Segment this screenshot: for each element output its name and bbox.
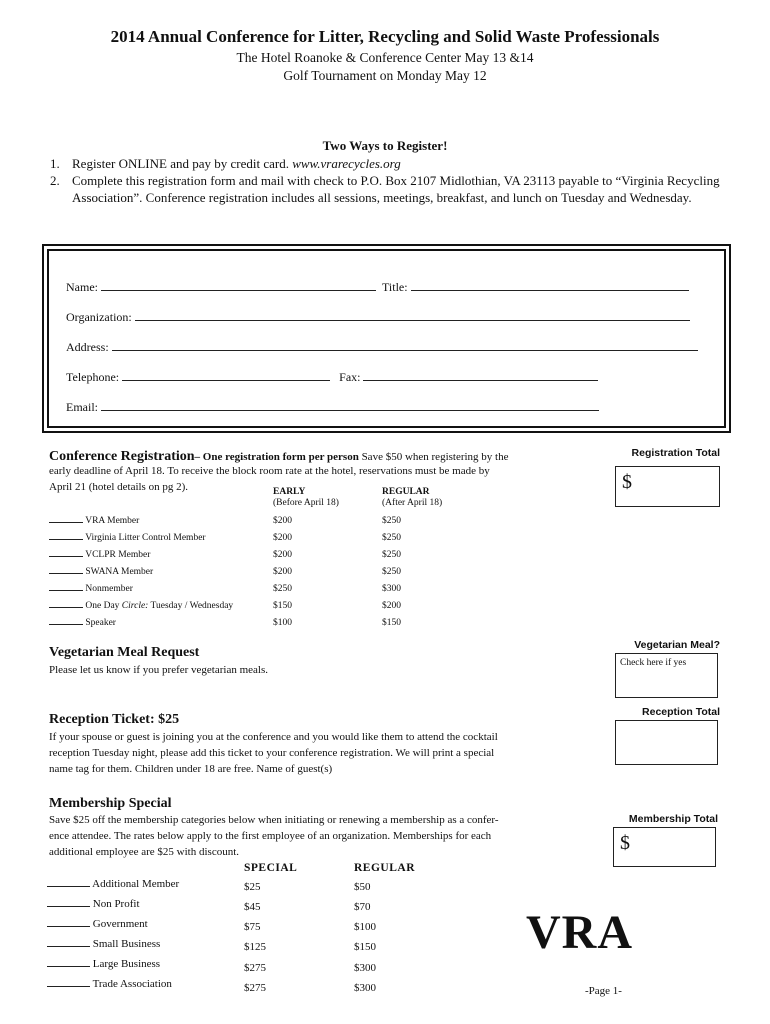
conference-intro-line2: early deadline of April 18. To receive the block room rate at the hotel, reservations must be made by [49,465,490,477]
conference-row-regular: $300 [382,584,401,594]
conference-row [49,516,139,526]
conference-row-blank[interactable] [49,522,83,523]
membership-row-label: Large Business [92,958,161,970]
conference-heading: Conference Registration [49,449,195,464]
fax-label: Fax: [339,370,361,384]
fax-field[interactable] [363,368,598,381]
membership-row-label: Trade Association [92,978,172,990]
page-title: 2014 Annual Conference for Litter, Recycling and Solid Waste Professionals [110,27,660,46]
conference-row-label: VRA Member [85,516,140,526]
vegetarian-text: Please let us know if you prefer vegetarian meals. [49,664,269,676]
telephone-label: Telephone: [66,370,120,384]
address-field[interactable] [112,338,698,351]
conference-row-label: Speaker [85,618,116,628]
page-number: -Page 1- [585,985,622,997]
telephone-field[interactable] [122,368,330,381]
organization-label: Organization: [66,310,132,324]
telephone-row [66,368,598,385]
title-label: Title: [382,280,408,294]
conference-row-blank[interactable] [49,590,83,591]
membership-row-label: Non Profit [92,898,140,910]
reception-text-line1: If your spouse or guest is joining you at the conference and you would like them to attend the cocktail [49,731,498,743]
conference-row-regular: $250 [382,567,401,577]
organization-field[interactable] [135,308,690,321]
membership-row [47,878,179,890]
conference-row-blank[interactable] [49,573,83,574]
conference-row [49,567,153,577]
golf-line: Golf Tournament on Monday May 12 [283,68,487,83]
membership-row-special: $25 [244,881,261,893]
conference-row-label: Nonmember [85,584,133,594]
membership-row-blank[interactable] [47,926,90,927]
registration-total-label: Registration Total [631,447,720,459]
vegetarian-box-text: Check here if yes [620,658,687,668]
reception-text-line3: name tag for them. Children under 18 are free. Name of guest(s) [49,763,333,775]
membership-text-line1: Save $25 off the membership categories below when initiating or renewing a membership as a confer- [49,814,499,826]
special-column-header: SPECIAL [244,862,298,874]
conference-row-early: $200 [273,533,292,543]
conference-row-regular: $250 [382,550,401,560]
regular-column-header: REGULAR [382,487,430,497]
membership-row [47,958,160,970]
membership-row-special: $125 [244,941,266,953]
conference-row [49,601,233,611]
membership-row [47,978,172,990]
membership-row-special: $75 [244,921,261,933]
reception-heading: Reception Ticket: $25 [49,712,180,727]
conference-row-early: $200 [273,550,292,560]
conference-intro-line3: April 21 (hotel details on pg 2). [49,481,189,493]
membership-row-label: Additional Member [92,878,180,890]
membership-row-special: $275 [244,982,266,994]
website-link[interactable]: www.vrarecycles.org [292,156,401,171]
membership-text-line2: ence attendee. The rates below apply to the first employee of an organization. Memberships for each [49,830,492,842]
membership-row-special: $275 [244,962,266,974]
conference-row-label: VCLPR Member [85,550,151,560]
membership-row-blank[interactable] [47,906,90,907]
ways-item1 [72,155,732,172]
venue-line: The Hotel Roanoke & Conference Center May 13 &14 [236,50,534,65]
conference-row-early: $100 [273,618,292,628]
membership-row-blank[interactable] [47,966,90,967]
vegetarian-checkbox[interactable] [615,653,718,698]
conference-row-regular: $150 [382,618,401,628]
conference-row-early: $250 [273,584,292,594]
email-field[interactable] [101,398,599,411]
conference-row-regular: $250 [382,516,401,526]
vegetarian-box-label: Vegetarian Meal? [634,639,720,651]
conference-row-label: Virginia Litter Control Member [85,533,206,543]
vra-logo: VRA [526,906,633,959]
organization-row [66,308,690,325]
membership-row-regular: $100 [354,921,376,933]
registration-total-box[interactable] [615,466,720,507]
conference-row-early: $200 [273,567,292,577]
conference-row-early: $150 [273,601,292,611]
membership-regular-column-header: REGULAR [354,862,416,874]
membership-row-blank[interactable] [47,946,90,947]
membership-row-label: Small Business [92,938,161,950]
ways-item1-number: 1. [50,156,60,171]
conference-row-label: One Day [85,601,122,611]
ways-item1-text: Register ONLINE and pay by credit card. [72,156,293,171]
conference-row [49,533,206,543]
membership-total-label: Membership Total [628,813,718,825]
address-label: Address: [66,340,109,354]
name-field[interactable] [101,278,376,291]
ways-item2-number: 2. [50,173,60,188]
reception-total-box[interactable] [615,720,718,765]
conference-row-early: $200 [273,516,292,526]
regular-column-subheader: (After April 18) [382,498,443,508]
name-label: Name: [66,280,98,294]
membership-row-regular: $50 [354,881,371,893]
membership-row [47,938,160,950]
membership-row-regular: $70 [354,901,371,913]
membership-row [47,918,148,930]
early-column-header: EARLY [273,487,306,497]
conference-intro-tail: Save $50 when registering by the [358,451,509,463]
membership-row-regular: $300 [354,982,376,994]
conference-row-blank[interactable] [49,556,83,557]
conference-row-blank[interactable] [49,607,83,608]
circle-instruction: Circle: [121,601,149,611]
vegetarian-heading: Vegetarian Meal Request [49,645,200,660]
membership-row [47,898,140,910]
conference-row [49,550,150,560]
conference-row-regular: $250 [382,533,401,543]
ways-heading: Two Ways to Register! [322,138,448,153]
membership-row-blank[interactable] [47,886,90,887]
membership-row-special: $45 [244,901,261,913]
address-row [66,338,698,355]
conference-row-label: SWANA Member [85,567,154,577]
conference-row [49,584,133,594]
title-field[interactable] [411,278,689,291]
membership-row-blank[interactable] [47,986,90,987]
membership-dollar-sign: $ [620,832,630,854]
reception-total-label: Reception Total [642,706,720,718]
conference-row [49,618,116,628]
membership-heading: Membership Special [49,796,172,811]
registration-dollar-sign: $ [622,471,632,493]
membership-row-label: Government [92,918,148,930]
ways-item2-text: Complete this registration form and mail with check to P.O. Box 2107 Midlothian, VA 23113 payable to “Virginia Recycling Association”. Conference registration includes all sessions, meetings, breakfast, and lunch on Tuesday and Wednesday. [72,173,720,205]
email-label: Email: [66,400,98,414]
reception-text-line2: reception Tuesday night, please add this ticket to your conference registration. We will print a special [49,747,495,759]
early-column-subheader: (Before April 18) [273,498,339,508]
conference-row-blank[interactable] [49,539,83,540]
conference-row-blank[interactable] [49,624,83,625]
membership-row-regular: $300 [354,962,376,974]
name-row [66,278,689,295]
day-options[interactable]: Tuesday / Wednesday [148,601,234,611]
ways-list [50,155,740,225]
membership-text-line3: additional employee are $25 with discount. [49,846,240,858]
conference-heading-rest: – One registration form per person [194,451,359,463]
membership-total-box[interactable] [613,827,716,867]
conference-row-regular: $200 [382,601,401,611]
email-row [66,398,599,415]
membership-row-regular: $150 [354,941,376,953]
